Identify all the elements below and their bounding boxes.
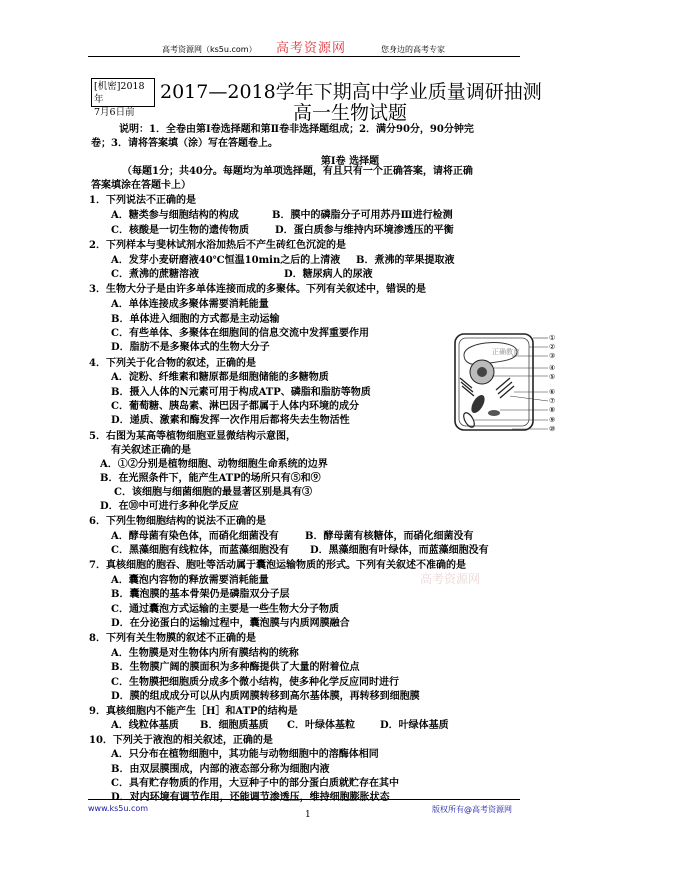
diagram-watermark: 正确教育 — [492, 348, 520, 356]
label-7: ⑦ — [549, 397, 556, 405]
section-note-2: 答案填涂在答题卡上） — [91, 180, 191, 191]
question-option: A．只分布在植物细胞中，其功能与动物细胞中的溶酶体相同 — [111, 749, 379, 760]
stamp-line-2: 7月6日前 — [94, 107, 135, 118]
question-option: C．具有贮存物质的作用，大豆种子中的部分蛋白质就贮存在其中 — [111, 778, 399, 789]
question-option: D．糖尿病人的尿液 — [284, 269, 373, 280]
question-option: C．葡萄糖、胰岛素、淋巴因子都属于人体内环境的成分 — [111, 401, 359, 412]
label-6: ⑥ — [549, 388, 556, 396]
question-option: A．发芽小麦研磨液40℃恒温10min之后的上清液 — [111, 255, 341, 266]
plant-cell-diagram — [452, 330, 562, 435]
question-stem: 7．真核细胞的胞吞、胞吐等活动属于囊泡运输物质的形式。下列有关叙述不准确的是 — [89, 560, 466, 571]
page-number: 1 — [305, 810, 311, 820]
question-option: B．细胞质基质 — [200, 720, 269, 731]
label-1: ① — [549, 334, 556, 342]
question-option: D．叶绿体基质 — [380, 720, 449, 731]
label-2: ② — [549, 343, 556, 351]
section-note-1: （每题1分；共40分。每题均为单项选择题，有且只有一个正确答案，请将正确 — [122, 166, 473, 177]
question-option: A．线粒体基质 — [111, 720, 179, 731]
question-option: B．酵母菌有核糖体，而硝化细菌没有 — [305, 531, 474, 542]
question-option: D．在⑩中可进行多种化学反应 — [100, 501, 239, 512]
exam-subtitle: 高一生物试题 — [292, 102, 407, 124]
question-option: D．在分泌蛋白的运输过程中，囊泡膜与内质网膜融合 — [111, 618, 350, 629]
question-option: C．核酸是一切生物的遗传物质 — [111, 225, 249, 236]
header-logo: 高考资源网 — [276, 41, 347, 56]
question-option: A．淀粉、纤维素和糖原都是细胞储能的多糖物质 — [111, 372, 329, 383]
header-site-name: 高考资源网（ks5u.com） — [162, 45, 257, 54]
page-header — [86, 42, 516, 56]
footer-copyright: 版权所有@高考资源网 — [432, 805, 512, 814]
label-8: ⑧ — [549, 406, 556, 414]
question-stem: 5．右图为某高等植物细胞亚显微结构示意图， — [89, 431, 296, 442]
instructions-line-1: 说明：1．全卷由第Ⅰ卷选择题和第Ⅱ卷非选择题组成；2．满分90分，90分钟完 — [119, 124, 474, 135]
question-option: A．生物膜是对生物体内所有膜结构的统称 — [111, 648, 299, 659]
footer-website-link[interactable]: www.ks5u.com — [88, 804, 149, 813]
question-option: B．煮沸的苹果提取液 — [356, 255, 455, 266]
footer-divider — [88, 799, 520, 800]
label-5: ⑤ — [549, 373, 556, 381]
label-3: ③ — [549, 352, 556, 360]
instructions-line-2: 卷；3．请将答案填（涂）写在答题卷上。 — [91, 138, 278, 149]
question-option: A．单体连接成多聚体需要消耗能量 — [111, 299, 269, 310]
watermark: 高考资源网 — [420, 572, 481, 586]
question-option: B．由双层膜围成，内部的液态部分称为细胞内液 — [111, 764, 330, 775]
section-title: 第Ⅰ卷 选择题 — [320, 156, 380, 167]
question-stem: 8．下列有关生物膜的叙述不正确的是 — [89, 633, 256, 644]
question-option: C．生物膜把细胞质分成多个微小结构，使多种化学反应同时进行 — [111, 677, 399, 688]
question-option: B．摄入人体的N元素可用于构成ATP、磷脂和脂肪等物质 — [111, 387, 371, 398]
question-stem: 1．下列说法不正确的是 — [89, 195, 196, 206]
question-stem: 6．下列生物细胞结构的说法不正确的是 — [89, 516, 266, 527]
question-option: C．该细胞与细菌细胞的最显著区别是具有③ — [114, 487, 312, 498]
question-stem-continued: 有关叙述正确的是 — [111, 445, 191, 456]
exam-title: 2017—2018学年下期高中学业质量调研抽测 — [160, 81, 542, 103]
header-divider — [88, 56, 520, 57]
question-option: B．生物膜广阔的膜面积为多种酶提供了大量的附着位点 — [111, 662, 360, 673]
question-option: B．在光照条件下，能产生ATP的场所只有⑤和⑨ — [100, 473, 321, 484]
question-option: C．叶绿体基粒 — [287, 720, 355, 731]
label-9: ⑨ — [549, 416, 556, 424]
question-stem: 2．下列样本与斐林试剂水浴加热后不产生砖红色沉淀的是 — [89, 240, 346, 251]
question-option: D．递质、激素和酶发挥一次作用后都将失去生物活性 — [111, 415, 350, 426]
question-stem: 4．下列关于化合物的叙述，正确的是 — [89, 358, 256, 369]
question-option: A．①②分别是植物细胞、动物细胞生命系统的边界 — [100, 459, 328, 470]
question-option: B．膜中的磷脂分子可用苏丹Ⅲ进行检测 — [272, 210, 453, 221]
label-4: ④ — [549, 364, 556, 372]
question-option: D．蛋白质参与维持内环境渗透压的平衡 — [275, 225, 454, 236]
question-option: A．糖类参与细胞结构的构成 — [111, 210, 239, 221]
header-slogan: 您身边的高考专家 — [381, 45, 445, 54]
question-option: D．对内环境有调节作用，还能调节渗透压，维持细胞膨胀状态 — [111, 792, 390, 803]
question-option: B．囊泡膜的基本骨架仍是磷脂双分子层 — [111, 589, 290, 600]
question-option: D．膜的组成成分可以从内质网膜转移到高尔基体膜，再转移到细胞膜 — [111, 691, 420, 702]
question-option: A．囊泡内容物的释放需要消耗能量 — [111, 575, 269, 586]
question-option: C．黑藻细胞有线粒体，而蓝藻细胞没有 — [111, 545, 289, 556]
stamp-line-1: [机密]2018年 — [94, 81, 145, 105]
question-option: A．酵母菌有染色体，而硝化细菌没有 — [111, 531, 279, 542]
question-stem: 10．下列关于液泡的相关叙述，正确的是 — [89, 735, 273, 746]
question-stem: 9．真核细胞内不能产生［H］和ATP的结构是 — [89, 706, 298, 717]
question-option: C．通过囊泡方式运输的主要是一些生物大分子物质 — [111, 604, 339, 615]
label-10: ⑩ — [549, 425, 556, 433]
question-option: C．有些单体、多聚体在细胞间的信息交流中发挥重要作用 — [111, 328, 369, 339]
question-option: C．煮沸的蔗糖溶液 — [111, 269, 199, 280]
question-option: D．脂肪不是多聚体式的生物大分子 — [111, 342, 270, 353]
question-stem: 3．生物大分子是由许多单体连接而成的多聚体。下列有关叙述中，错误的是 — [89, 284, 426, 295]
question-option: B．单体进入细胞的方式都是主动运输 — [111, 314, 280, 325]
question-option: D．黑藻细胞有叶绿体，而蓝藻细胞没有 — [310, 545, 489, 556]
